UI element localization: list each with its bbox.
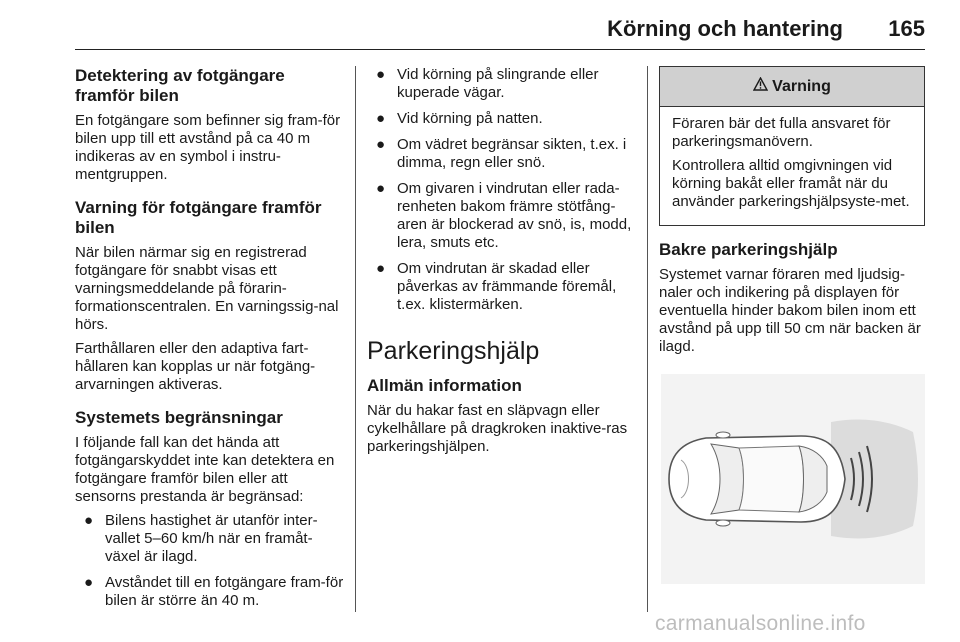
list-item-text: Vid körning på slingrande eller kuperade vägar. bbox=[397, 66, 599, 101]
car-parking-sensor-illustration bbox=[661, 374, 925, 584]
car-mirror bbox=[716, 432, 730, 438]
paragraph: En fotgängare som befinner sig fram-för bilen upp till ett avstånd på ca 40 m indikeras av en symbol i instru-mentgruppen. bbox=[75, 112, 341, 183]
list-item-text: Om givaren i vindrutan eller rada-renheten bakom främre stötfång-aren är blockerad av snö, is, modd, lera, smuts etc. bbox=[397, 180, 632, 251]
list-item bbox=[75, 574, 345, 610]
heading-parking-assist: Parkeringshjälp bbox=[367, 337, 540, 365]
paragraph: Föraren bär det fulla ansvaret för parkeringsmanövern. bbox=[672, 115, 891, 150]
warning-box bbox=[659, 66, 925, 226]
list-item bbox=[367, 180, 635, 252]
heading-system-limitations: Systemets begränsningar bbox=[75, 408, 283, 427]
bullet-icon: ● bbox=[376, 260, 386, 277]
page-header bbox=[75, 14, 925, 50]
column-divider bbox=[355, 66, 356, 612]
watermark: carmanualsonline.info bbox=[655, 612, 866, 635]
list-item-text: Vid körning på natten. bbox=[397, 110, 543, 127]
warning-title: Varning bbox=[772, 77, 831, 95]
bullet-list bbox=[75, 512, 345, 610]
page-number: 165 bbox=[888, 16, 925, 41]
bullet-icon: ● bbox=[84, 574, 94, 591]
bullet-icon: ● bbox=[376, 66, 386, 83]
column-left bbox=[75, 66, 345, 624]
list-item-text: Om vädret begränsar sikten, t.ex. i dimma, regn eller snö. bbox=[397, 136, 627, 171]
list-item bbox=[367, 110, 635, 128]
paragraph: När bilen närmar sig en registrerad fotgängare för snabbt visas ett varningsmeddelande på förarin-formationscentralen. En varningssig-nal hörs. bbox=[75, 244, 339, 333]
car-mirror bbox=[716, 520, 730, 526]
warning-body bbox=[660, 107, 924, 225]
heading-general-information: Allmän information bbox=[367, 376, 522, 395]
heading-rear-parking-assist: Bakre parkeringshjälp bbox=[659, 240, 838, 259]
bullet-icon: ● bbox=[376, 110, 386, 127]
paragraph: I följande fall kan det hända att fotgängarskyddet inte kan detektera en fotgängare framför bilen eller att sensorns prestanda är begränsad: bbox=[75, 434, 335, 505]
column-right bbox=[659, 66, 925, 362]
heading-pedestrian-warning: Varning för fotgängare framför bilen bbox=[75, 198, 322, 237]
bullet-icon: ● bbox=[84, 512, 94, 529]
list-item-text: Avståndet till en fotgängare fram-för bilen är större än 40 m. bbox=[105, 574, 344, 609]
column-middle bbox=[367, 66, 635, 462]
warning-header bbox=[660, 67, 924, 107]
car-roof bbox=[739, 446, 804, 512]
heading-pedestrian-detection: Detektering av fotgängare framför bilen bbox=[75, 66, 285, 105]
column-divider bbox=[647, 66, 648, 612]
paragraph: Kontrollera alltid omgivningen vid körning bakåt eller framåt när du använder parkeringshjälpsyste-met. bbox=[672, 157, 910, 210]
section-title: Körning och hantering bbox=[607, 16, 843, 41]
car-top-view-icon bbox=[661, 374, 925, 584]
section-pedestrian-warning bbox=[75, 198, 345, 394]
bullet-list bbox=[367, 66, 635, 314]
list-item bbox=[367, 136, 635, 172]
bullet-icon: ● bbox=[376, 180, 386, 197]
paragraph: Systemet varnar föraren med ljudsig-naler och indikering på displayen för eventuella hinder bakom bilen inom ett avstånd på upp till 50 cm när backen är ilagd. bbox=[659, 266, 921, 355]
bullet-icon: ● bbox=[376, 136, 386, 153]
warning-triangle-icon bbox=[753, 77, 768, 96]
list-item bbox=[75, 512, 345, 566]
list-item-text: Bilens hastighet är utanför inter-vallet 5–60 km/h när en framåt-växel är ilagd. bbox=[105, 512, 318, 565]
section-system-limitations bbox=[75, 408, 345, 610]
list-item bbox=[367, 260, 635, 314]
list-item-text: Om vindrutan är skadad eller påverkas av främmande föremål, t.ex. klistermärken. bbox=[397, 260, 617, 313]
paragraph: Farthållaren eller den adaptiva fart-hållaren kan kopplas ur när fotgäng-arvarningen aktiveras. bbox=[75, 340, 316, 393]
section-pedestrian-detection bbox=[75, 66, 345, 184]
paragraph: När du hakar fast en släpvagn eller cykelhållare på dragkroken inaktive-ras parkeringshjälpen. bbox=[367, 402, 628, 455]
list-item bbox=[367, 66, 635, 102]
